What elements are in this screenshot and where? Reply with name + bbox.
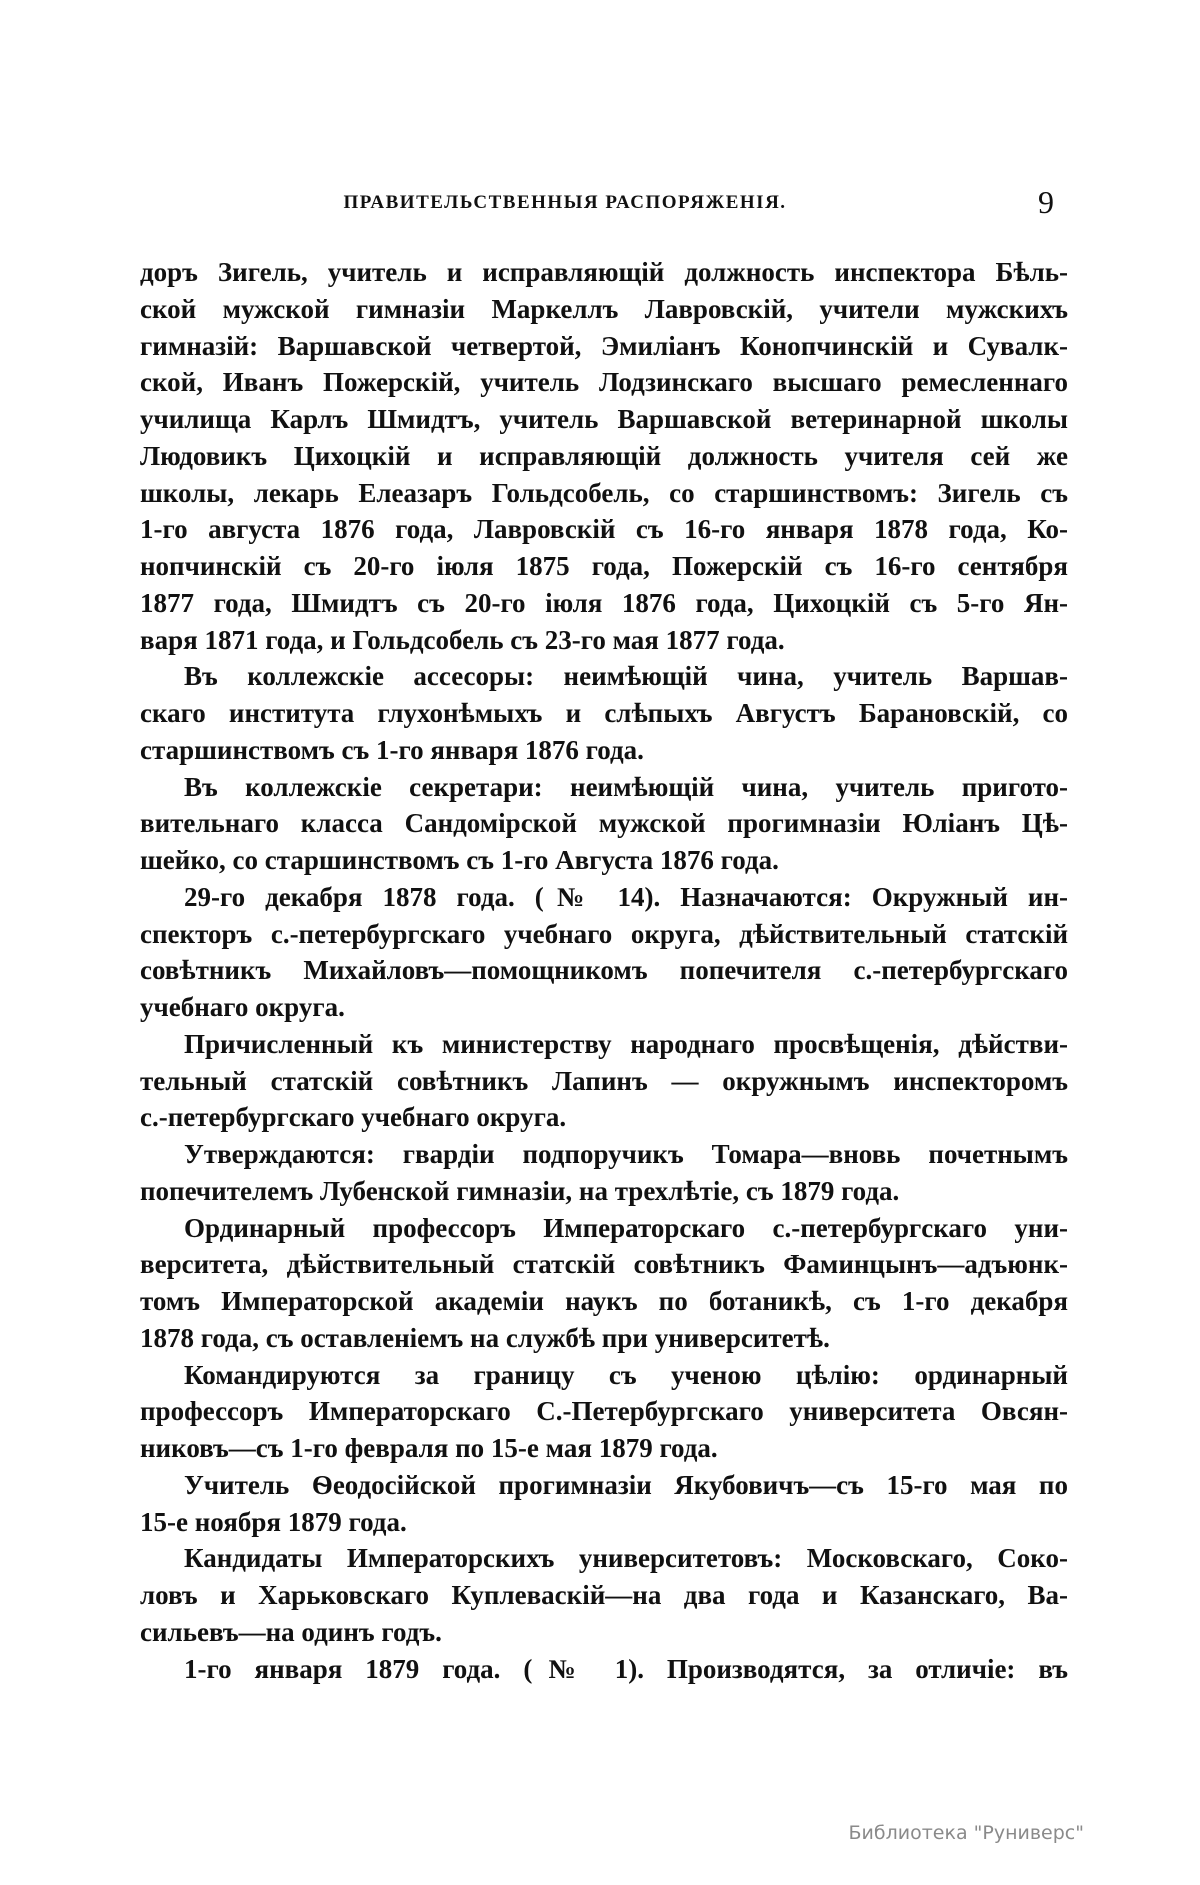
text-line: совѣтникъ Михайловъ—помощникомъ попечителя с.-петербургскаго [140, 955, 1068, 986]
text-line: спекторъ с.-петербургскаго учебнаго округа, дѣйствительный статскій [140, 918, 1068, 949]
text-line: скаго института глухонѣмыхъ и слѣпыхъ Августъ Барановскій, со [140, 698, 1068, 728]
text-line: 1-го января 1879 года. (№ 1). Производятся, за отличіе: въ [184, 1653, 1068, 1684]
page-number: 9 [1038, 184, 1054, 220]
text-line: Людовикъ Цихоцкій и исправляющій должность учителя сей же [140, 440, 1068, 471]
text-line: ской, Иванъ Пожерскій, учитель Лодзинскаго высшаго ремесленнаго [140, 367, 1068, 398]
text-line: шейко, со старшинствомъ съ 1-го Августа 1876 года. [140, 845, 779, 875]
text-line: томъ Императорской академіи наукъ по ботаникѣ, съ 1-го декабря [140, 1286, 1068, 1316]
text-line: старшинствомъ съ 1-го января 1876 года. [140, 734, 644, 765]
text-line: учебнаго округа. [140, 992, 345, 1022]
body-text [140, 254, 1068, 1687]
library-watermark: Библиотека "Руниверс" [848, 1822, 1084, 1844]
text-line: варя 1871 года, и Гольдсобель съ 23-го мая 1877 года. [140, 624, 785, 655]
text-line: 1-го августа 1876 года, Лавровскій съ 16-го января 1878 года, Ко- [140, 514, 1068, 545]
text-line: училища Карлъ Шмидтъ, учитель Варшавской ветеринарной школы [140, 404, 1068, 434]
paragraph [140, 1210, 1068, 1357]
text-line: верситета, дѣйствительный статскій совѣтникъ Фаминцынъ—адъюнк- [140, 1249, 1068, 1280]
text-line: Кандидаты Императорскихъ университетовъ: Московскаго, Соко- [184, 1543, 1068, 1574]
text-line: 15-е ноября 1879 года. [140, 1506, 407, 1537]
text-line: Въ коллежскіе ассесоры: неимѣющій чина, учитель Варшав- [184, 661, 1068, 692]
text-line: вительнаго класса Сандомірской мужской прогимназіи Юліанъ Цѣ- [140, 808, 1068, 839]
text-line: ловъ и Харьковскаго Куплеваскій—на два года и Казанскаго, Ва- [140, 1580, 1068, 1610]
paragraph [140, 1540, 1068, 1650]
text-line: сильевъ—на одинъ годъ. [140, 1616, 442, 1647]
text-line: гимназій: Варшавской четвертой, Эмиліанъ Конопчинскій и Сувалк- [140, 330, 1068, 361]
text-line: нопчинскій съ 20-го іюля 1875 года, Пожерскій съ 16-го сентября [140, 551, 1068, 581]
text-line: профессоръ Императорскаго С.-Петербургскаго университета Овсян- [140, 1396, 1068, 1427]
text-line: Ординарный профессоръ Императорскаго с.-петербургскаго уни- [184, 1212, 1068, 1243]
page-header [140, 184, 1068, 220]
text-line: с.-петербургскаго учебнаго округа. [140, 1102, 567, 1133]
paragraph [140, 769, 1068, 879]
text-line: тельный статскій совѣтникъ Лапинъ — окружнымъ инспекторомъ [140, 1065, 1068, 1096]
paragraph [140, 658, 1068, 768]
text-line: Утверждаются: гвардіи подпоручикъ Томара—вновь почетнымъ [184, 1139, 1068, 1169]
text-line: 1878 года, съ оставленіемъ на службѣ при университетѣ. [140, 1322, 830, 1353]
text-line: доръ Зигель, учитель и исправляющій должность инспектора Бѣль- [140, 257, 1068, 287]
text-line: попечителемъ Лубенской гимназіи, на трехлѣтіе, съ 1879 года. [140, 1175, 900, 1206]
paragraph [140, 1357, 1068, 1467]
paragraph [140, 1026, 1068, 1136]
paragraph [140, 879, 1068, 1026]
paragraph [140, 1467, 1068, 1541]
paragraph [140, 1651, 1068, 1688]
paragraph [140, 1136, 1068, 1210]
text-line: Командируются за границу съ ученою цѣлію: ординарный [184, 1359, 1068, 1390]
text-line: Причисленный къ министерству народнаго просвѣщенія, дѣйстви- [184, 1028, 1068, 1059]
text-line: 1877 года, Шмидтъ съ 20-го іюля 1876 года, Цихоцкій съ 5-го Ян- [140, 587, 1068, 618]
text-line: никовъ—съ 1-го февраля по 15-е мая 1879 года. [140, 1433, 718, 1463]
text-line: Учитель Ѳеодосійской прогимназіи Якубовичъ—съ 15-го мая по [184, 1469, 1068, 1500]
text-line: Въ коллежскіе секретари: неимѣющій чина, учитель пригото- [184, 771, 1068, 802]
paragraph [140, 254, 1068, 658]
text-line: ской мужской гимназіи Маркеллъ Лавровскій, учители мужскихъ [140, 293, 1068, 324]
running-title: ПРАВИТЕЛЬСТВЕННЫЯ РАСПОРЯЖЕНІЯ. [343, 192, 787, 213]
text-line: школы, лекарь Елеазаръ Гольдсобель, со старшинствомъ: Зигель съ [140, 477, 1068, 508]
text-line: 29-го декабря 1878 года. (№ 14). Назначаются: Окружный ин- [184, 881, 1068, 912]
